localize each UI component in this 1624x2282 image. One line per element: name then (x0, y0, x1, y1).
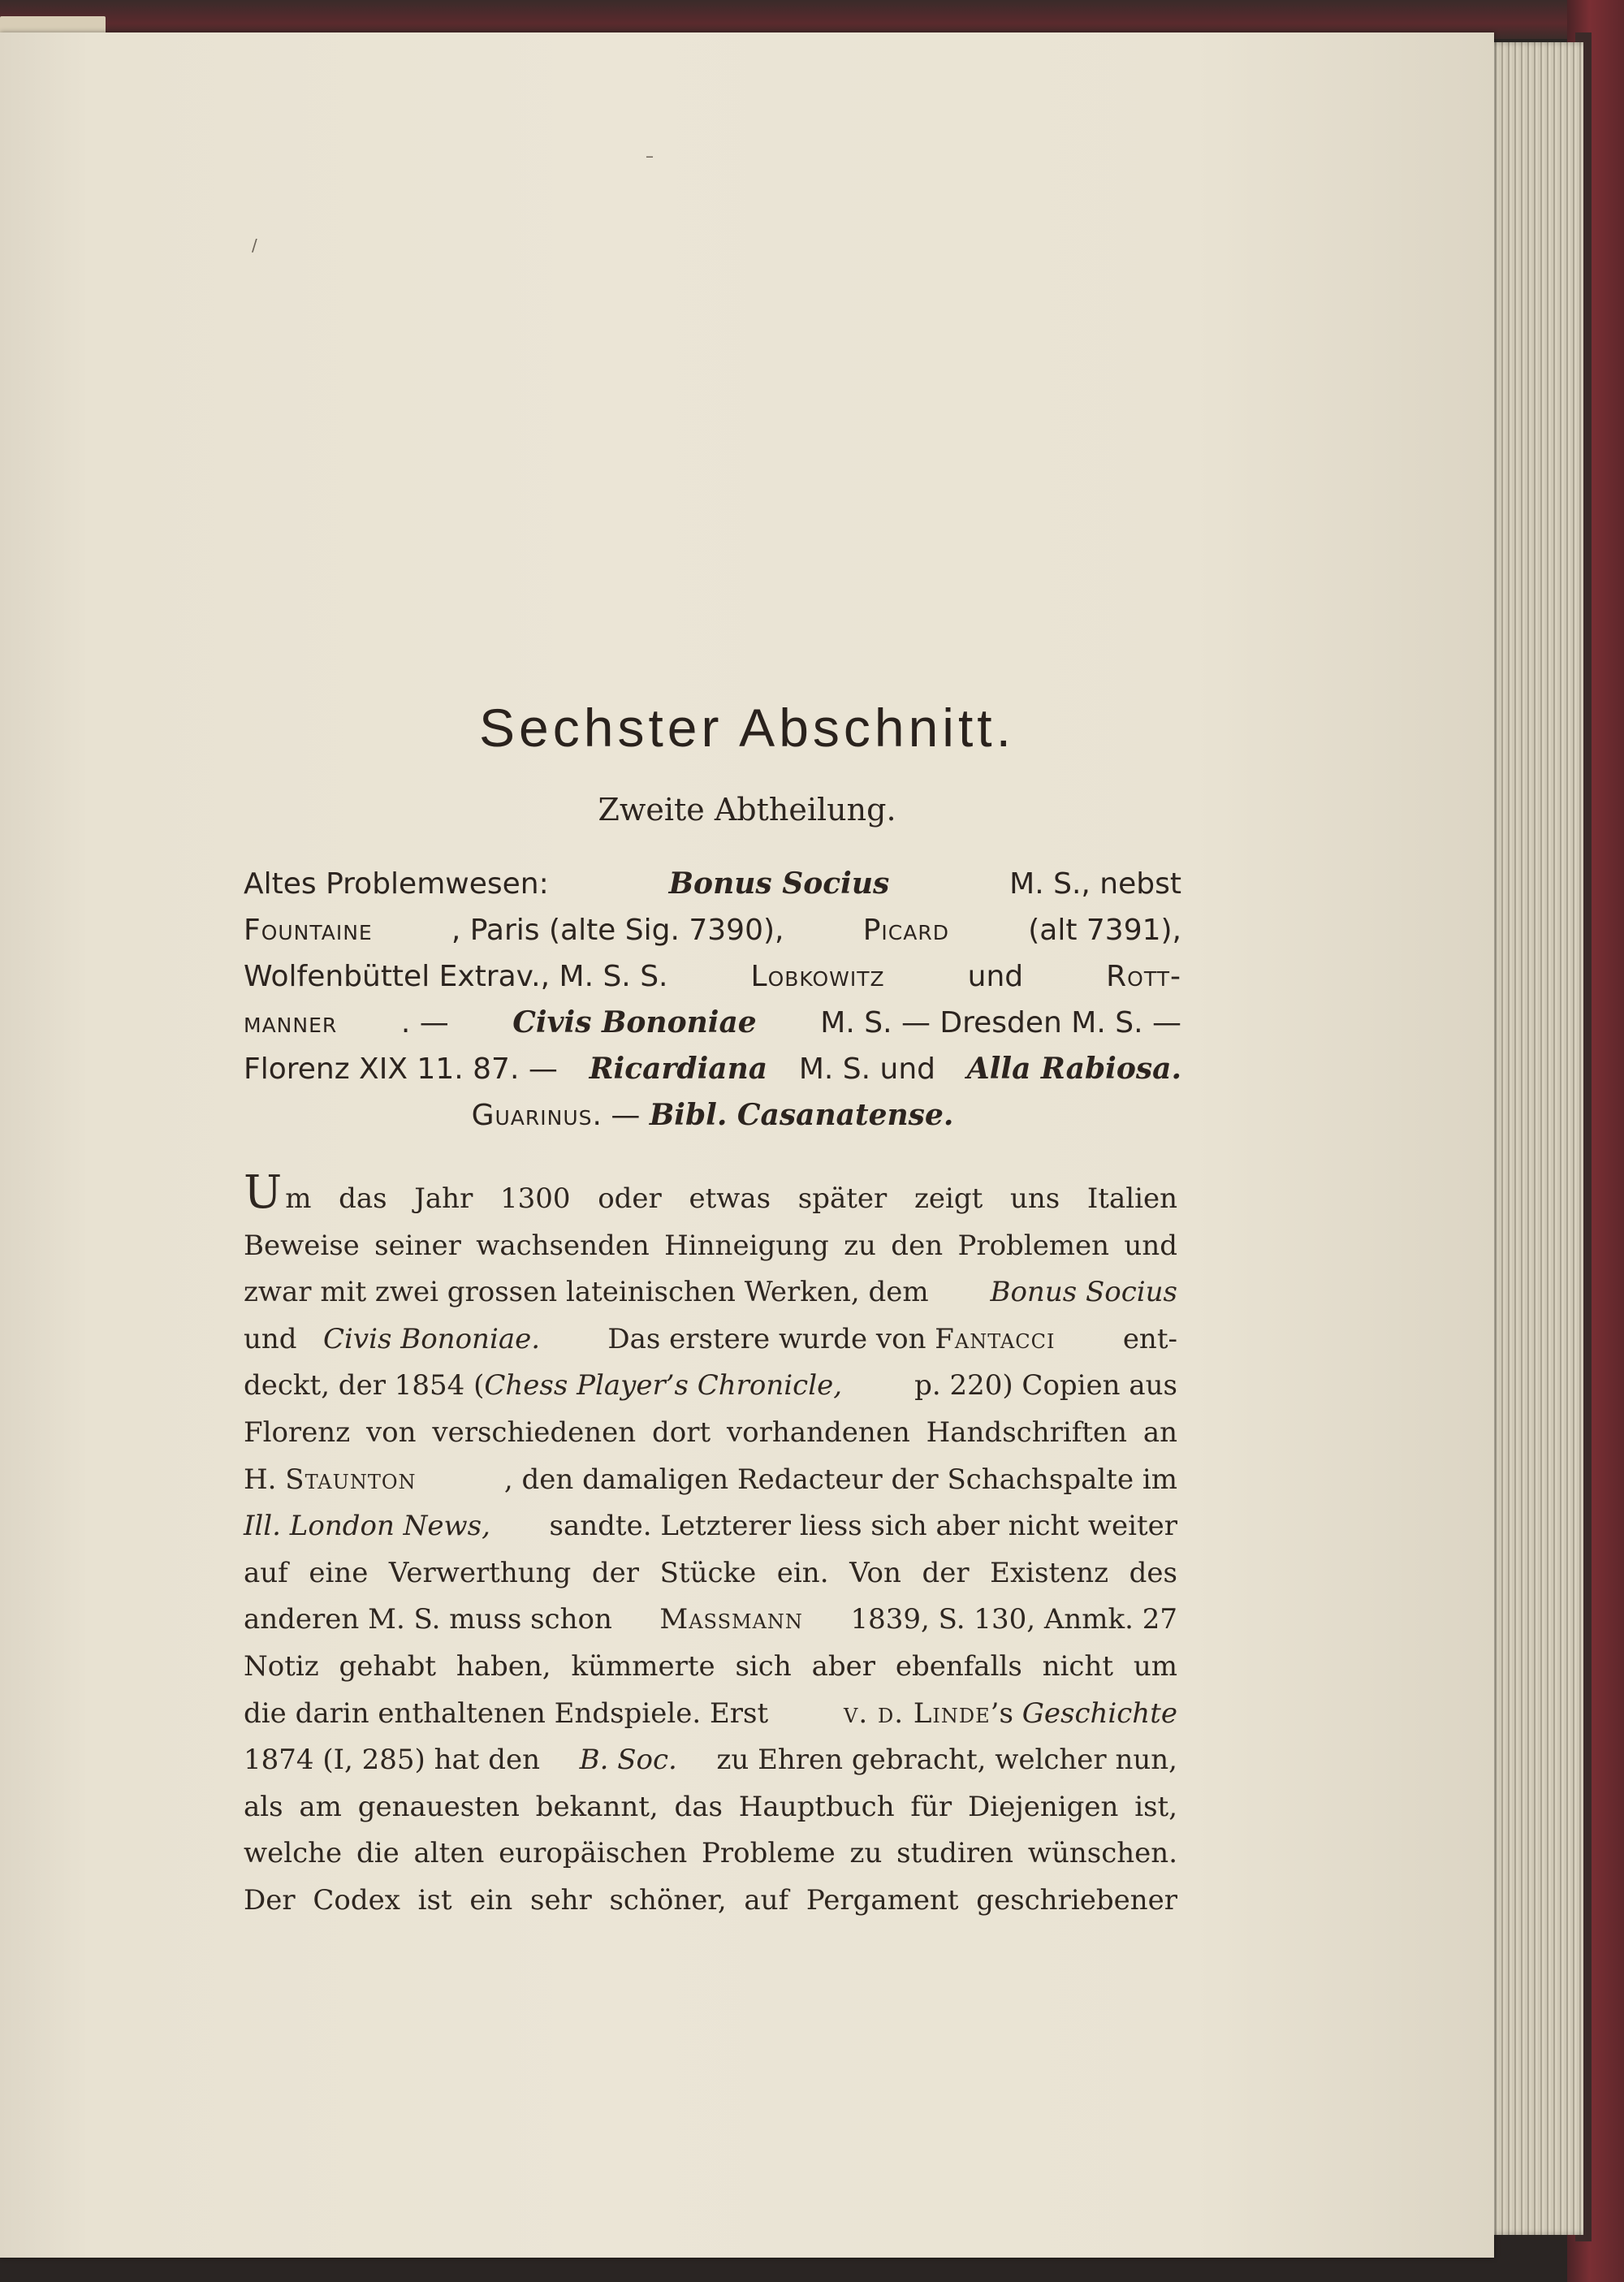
summary-title: Civis Bononiae (512, 1005, 757, 1039)
summary-title: Alla Rabiosa. (966, 1052, 1181, 1086)
text-line (244, 1597, 1177, 1644)
line-text: und (244, 1322, 297, 1355)
summary-text: M. S. — Dresden M. S. — (820, 1006, 1181, 1039)
summary-line (244, 861, 1181, 907)
text-line (244, 1644, 1177, 1691)
line-text: sandte. Letzterer liess sich aber nicht weiter (549, 1510, 1177, 1543)
book-title: Geschichte (1021, 1696, 1177, 1730)
line-text: zwar mit zwei grossen lateinischen Werken, dem (244, 1276, 929, 1309)
line-text: ’s (990, 1696, 1013, 1730)
text-line (244, 1269, 1177, 1316)
chapter-summary (244, 861, 1181, 1139)
summary-name: Fountaine (244, 914, 373, 947)
summary-text: (alt 7391), (1028, 914, 1181, 947)
summary-text: , Paris (alte Sig. 7390), (451, 914, 784, 947)
line-start (244, 1457, 417, 1504)
summary-line (244, 1092, 1181, 1139)
line-text: p. 220) Copien aus (914, 1369, 1177, 1402)
text-line (244, 1878, 1177, 1925)
summary-name: Lobkowitz (750, 960, 885, 993)
summary-text: Wolfenbüttel Extrav., M. S. S. (244, 960, 668, 993)
speck-mark: / (252, 236, 257, 255)
summary-text: M. S., nebst (1009, 867, 1181, 901)
chapter-title: Sechster Abschnitt. (479, 698, 1015, 758)
text-line (244, 1830, 1177, 1878)
summary-name: Rott- (1106, 960, 1181, 993)
summary-line (244, 1046, 1181, 1092)
line-start (244, 1363, 842, 1410)
person-name: Massmann (659, 1603, 803, 1636)
line-text: H. (244, 1463, 277, 1496)
line-text: 1839, S. 130, Anmk. 27 (850, 1603, 1177, 1636)
book-title: Civis Bononiae. (323, 1322, 541, 1355)
summary-text: Altes Problemwesen: (244, 867, 549, 901)
line-text: ent- (1122, 1322, 1177, 1355)
summary-title: Ricardiana (589, 1052, 768, 1086)
line-text: die darin enthaltenen Endspiele. Erst (244, 1696, 769, 1730)
summary-line (244, 953, 1181, 1000)
line-end (844, 1691, 1177, 1738)
line-text: m das Jahr 1300 oder etwas später zeigt uns Italien (285, 1182, 1177, 1215)
text-line (244, 1503, 1177, 1550)
book-title: Bonus Socius (990, 1276, 1177, 1309)
text-line (244, 1550, 1177, 1597)
line-text: Das erstere wurde von (607, 1322, 926, 1355)
line-text: Notiz gehabt haben, kümmerte sich aber ebenfalls nicht um (244, 1649, 1177, 1683)
person-name: Staunton (285, 1463, 417, 1496)
speck-mark: – (646, 146, 654, 166)
summary-name: Picard (862, 914, 949, 947)
drop-cap: U (244, 1166, 283, 1219)
summary-name: manner (244, 1006, 338, 1039)
text-line (244, 1166, 1177, 1223)
book-title: Chess Player’s Chronicle, (484, 1369, 843, 1402)
summary-title: Bibl. Casanatense. (649, 1098, 954, 1132)
summary-text: . — (400, 1006, 449, 1039)
person-name: v. d. Linde (844, 1696, 991, 1730)
text-line (244, 1691, 1177, 1738)
line-text: 1874 (I, 285) hat den (244, 1744, 541, 1777)
body-paragraph (244, 1166, 1177, 1925)
line-text: , den damaligen Redacteur der Schachspalte im (503, 1463, 1177, 1496)
person-name: Fantacci (935, 1322, 1056, 1355)
line-text: Der Codex ist ein sehr schöner, auf Pergament geschriebener (244, 1883, 1177, 1917)
summary-text: . — (592, 1099, 650, 1132)
summary-line (244, 1000, 1181, 1046)
line-text: als am genauesten bekannt, das Hauptbuch für Diejenigen ist, (244, 1790, 1177, 1823)
text-line (244, 1457, 1177, 1504)
summary-title: Bonus Socius (668, 867, 890, 901)
page-edges (1486, 42, 1583, 2235)
line-text: deckt, der 1854 ( (244, 1369, 485, 1402)
summary-text: Florenz XIX 11. 87. — (244, 1052, 558, 1086)
text-line (244, 1410, 1177, 1457)
summary-text: und (967, 960, 1024, 993)
line-start (244, 1316, 540, 1364)
text-line (244, 1784, 1177, 1831)
chapter-subtitle: Zweite Abtheilung. (598, 792, 896, 828)
summary-name: Guarinus (471, 1099, 593, 1132)
line-start (244, 1166, 1177, 1219)
line-mid (607, 1316, 1055, 1364)
text-line (244, 1737, 1177, 1784)
line-text: auf eine Verwerthung der Stücke ein. Von der Existenz des (244, 1556, 1177, 1589)
book-title: B. Soc. (579, 1744, 677, 1777)
line-text: Beweise seiner wachsenden Hinneigung zu den Problemen und (244, 1229, 1177, 1262)
text-line (244, 1223, 1177, 1270)
text-line (244, 1363, 1177, 1410)
line-text: welche die alten europäischen Probleme zu studiren wünschen. (244, 1837, 1177, 1870)
line-text: zu Ehren gebracht, welcher nun, (716, 1744, 1177, 1777)
text-line (244, 1316, 1177, 1364)
line-text: anderen M. S. muss schon (244, 1603, 612, 1636)
summary-text: M. S. und (798, 1052, 936, 1086)
summary-line (244, 907, 1181, 953)
line-text: Florenz von verschiedenen dort vorhandenen Handschriften an (244, 1415, 1177, 1449)
book-title: Ill. London News, (244, 1510, 490, 1543)
